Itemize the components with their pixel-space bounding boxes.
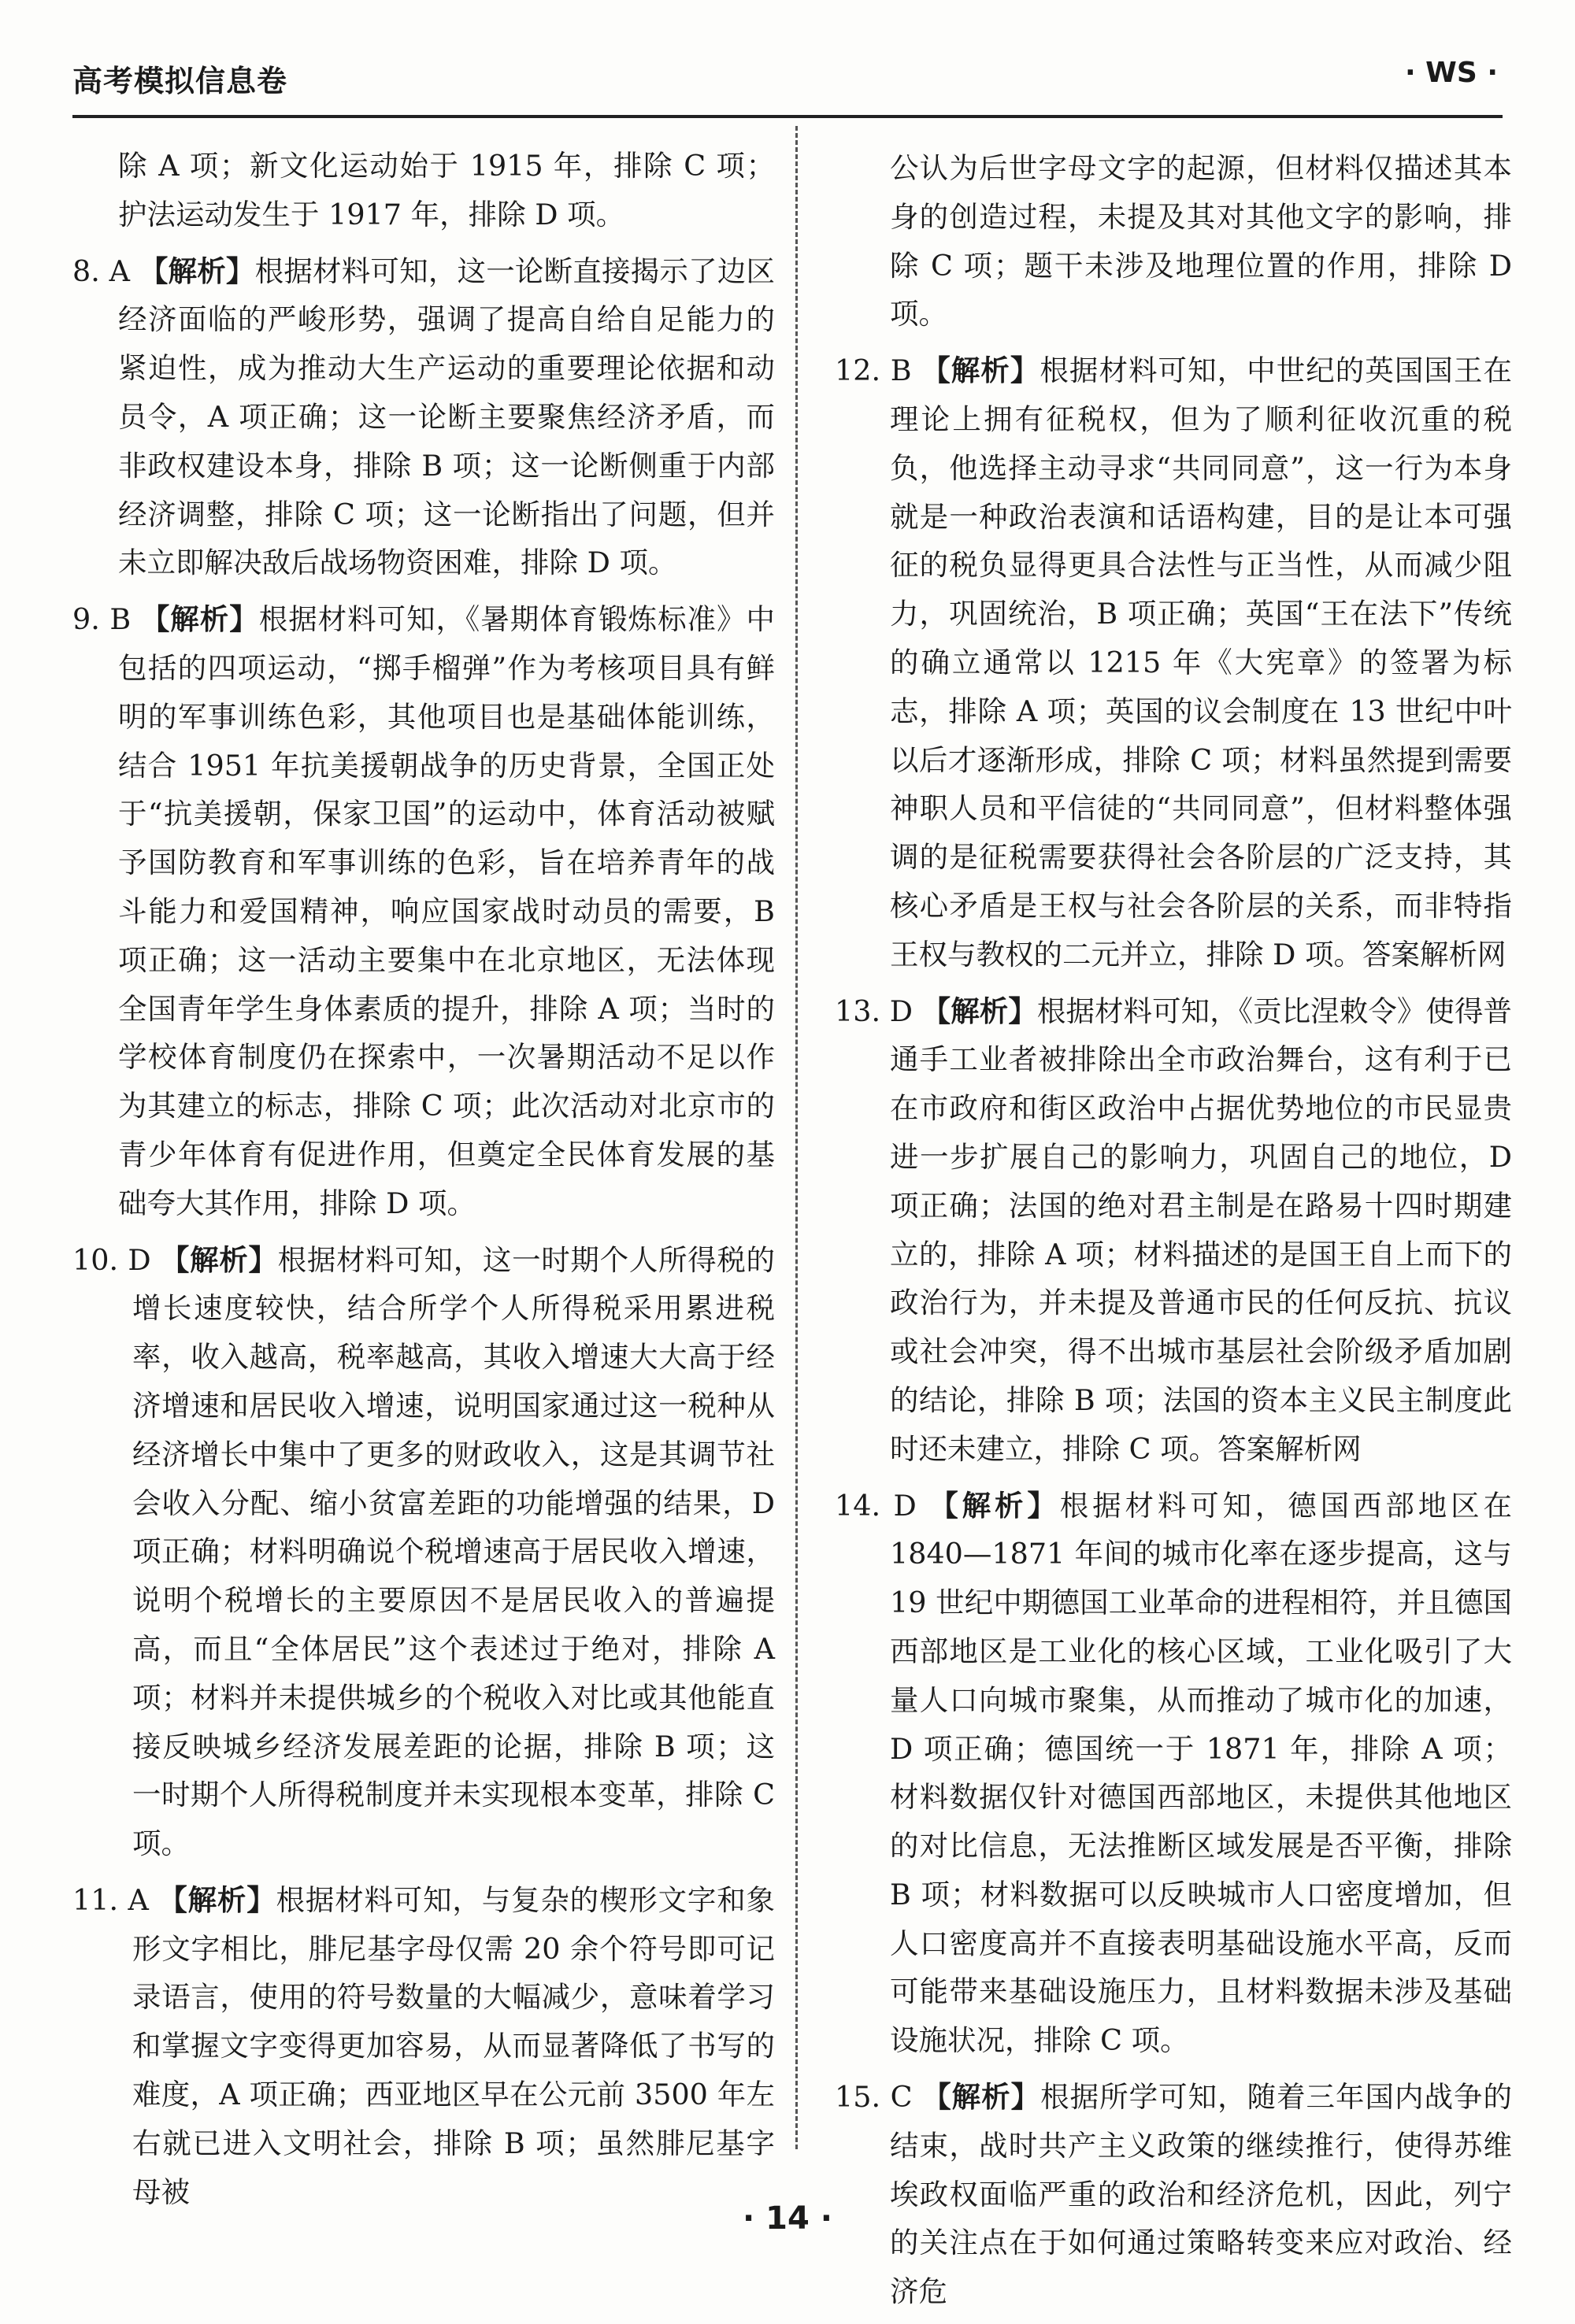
answer-item-9 (72, 595, 775, 1227)
item-text: 根据材料可知，与复杂的楔形文字和象形文字相比，腓尼基字母仅需 20 余个符号即可记录语言，使用的符号数量的大幅减少，意味着学习和掌握文字变得更加容易，从而显著降低了书写的难度，A 项正确；西亚地区早在公元前 3500 年左右就已进入文明社会，排除 B 项；虽然腓尼基字母被 (132, 1882, 776, 2209)
column-divider (795, 126, 798, 2149)
item-answer: D (889, 994, 913, 1028)
item-answer: B (890, 353, 912, 388)
analysis-tag: 【解析】 (140, 602, 259, 637)
analysis-tag: 【解析】 (160, 1242, 278, 1277)
analysis-tag: 【解析】 (921, 994, 1037, 1028)
analysis-tag: 【解析】 (921, 353, 1040, 388)
header-rule (72, 115, 1503, 118)
item-number: 8. (72, 253, 100, 288)
item-text: 根据材料可知，《贡比涅敕令》使得普通手工业者被排除出全市政治舞台，这有利于已在市政府和街区政治中占据优势地位的市民显贵进一步扩展自己的影响力，巩固自己的地位，D 项正确；法国的绝对君主制是在路易十四时期建立的，排除 A 项；材料描述的是国王自上而下的政治行为，并未提及普通市民的任何反抗、抗议或社会冲突，得不出城市基层社会阶级矛盾加剧的结论，排除 B 项；法国的资本主义民主制度此时还未建立，排除 C 项。答案解析网 (890, 994, 1513, 1466)
item-answer: D (128, 1242, 151, 1277)
left-column (72, 142, 775, 2224)
item-number: 15. (835, 2080, 881, 2115)
answer-item-14 (835, 1482, 1512, 2066)
analysis-tag: 【解析】 (139, 253, 255, 288)
page-number: · 14 · (743, 2200, 832, 2237)
item-text: 根据材料可知，这一时期个人所得税的增长速度较快，结合所学个人所得税采用累进税率，收入越高，税率越高，其收入增速大大高于经济增速和居民收入增速，说明国家通过这一税种从经济增长中集中了更多的财政收入，这是其调节社会收入分配、缩小贫富差距的功能增强的结果，D 项正确；材料明确说个税增速高于居民收入增速，说明个税增长的主要原因不是居民收入的普遍提高，而且“全体居民”这个表述过于绝对，排除 A 项；材料并未提供城乡的个税收入对比或其他能直接反映城乡经济发展差距的论据，排除 B 项；这一时期个人所得税制度并未实现根本变革，排除 C 项。 (132, 1242, 776, 1861)
item-answer: D (893, 1488, 917, 1523)
continued-paragraph: 除 A 项；新文化运动始于 1915 年，排除 C 项；护法运动发生于 1917 年，排除 D 项。 (118, 149, 775, 231)
item-number: 9. (72, 602, 100, 637)
answer-item-12 (835, 346, 1512, 979)
analysis-tag: 【解析】 (929, 1488, 1060, 1523)
header-title: 高考模拟信息卷 (72, 64, 288, 98)
answer-item-15 (835, 2073, 1512, 2316)
item-answer: C (890, 2080, 913, 2115)
answer-item-13 (835, 987, 1512, 1474)
answer-item-10 (72, 1236, 775, 1868)
item-number: 10. (72, 1242, 119, 1277)
item-text: 根据所学可知，随着三年国内战争的结束，战时共产主义政策的继续推行，使得苏维埃政权面临严重的政治和经济危机，因此，列宁的关注点在于如何通过策略转变来应对政治、经济危 (890, 2080, 1512, 2309)
analysis-tag: 【解析】 (158, 1882, 276, 1917)
header-code: · WS · (1404, 57, 1498, 89)
item-number: 11. (72, 1882, 119, 1917)
item-number: 14. (835, 1488, 881, 1523)
item-answer: A (109, 253, 130, 288)
continued-paragraph: 公认为后世字母文字的起源，但材料仅描述其本身的创造过程，未提及其对其他文字的影响，排除 C 项；题干未涉及地理位置的作用，排除 D 项。 (890, 151, 1512, 331)
item-text: 根据材料可知，《暑期体育锻炼标准》中包括的四项运动，“掷手榴弹”作为考核项目具有鲜明的军事训练色彩，其他项目也是基础体能训练，结合 1951 年抗美援朝战争的历史背景，全国正处于“抗美援朝，保家卫国”的运动中，体育活动被赋予国防教育和军事训练的色彩，旨在培养青年的战斗能力和爱国精神，响应国家战时动员的需要，B 项正确；这一活动主要集中在北京地区，无法体现全国青年学生身体素质的提升，排除 A 项；当时的学校体育制度仍在探索中，一次暑期活动不足以作为其建立的标志，排除 C 项；此次活动对北京市的青少年体育有促进作用，但奠定全民体育发展的基础夸大其作用，排除 D 项。 (118, 602, 776, 1220)
item-text: 根据材料可知，中世纪的英国国王在理论上拥有征税权，但为了顺利征收沉重的税负，他选择主动寻求“共同同意”，这一行为本身就是一种政治表演和话语构建，目的是让本可强征的税负显得更具合法性与正当性，从而减少阻力，巩固统治，B 项正确；英国“王在法下”传统的确立通常以 1215 年《大宪章》的签署为标志，排除 A 项；英国的议会制度在 13 世纪中叶以后才逐渐形成，排除 C 项；材料虽然提到需要神职人员和平信徒的“共同同意”，但材料整体强调的是征税需要获得社会各阶层的广泛支持，其核心矛盾是王权与社会各阶层的关系，而非特指王权与教权的二元并立，排除 D 项。答案解析网 (890, 353, 1513, 971)
answer-item-11 (72, 1876, 775, 2217)
answer-item-8 (72, 247, 775, 588)
item-answer: A (128, 1882, 149, 1917)
item-text: 根据材料可知，这一论断直接揭示了边区经济面临的严峻形势，强调了提高自给自足能力的紧迫性，成为推动大生产运动的重要理论依据和动员令，A 项正确；这一论断主要聚焦经济矛盾，而非政权建设本身，排除 B 项；这一论断侧重于内部经济调整，排除 C 项；这一论断指出了问题，但并未立即解决敌后战场物资困难，排除 D 项。 (118, 253, 776, 580)
item-answer: B (109, 602, 132, 637)
item-text: 根据材料可知，德国西部地区在 1840—1871 年间的城市化率在逐步提高，这与 19 世纪中期德国工业革命的进程相符，并且德国西部地区是工业化的核心区域，工业化吸引了大量人口向城市聚集，从而推动了城市化的加速，D 项正确；德国统一于 1871 年，排除 A 项；材料数据仅针对德国西部地区，未提供其他地区的对比信息，无法推断区域发展是否平衡，排除 B 项；材料数据可以反映城市人口密度增加，但人口密度高并不直接表明基础设施水平高，反而可能带来基础设施压力，且材料数据未涉及基础设施状况，排除 C 项。 (890, 1488, 1512, 2058)
analysis-tag: 【解析】 (922, 2080, 1041, 2115)
right-column (835, 144, 1512, 2324)
item-number: 12. (835, 353, 881, 388)
item-number: 13. (835, 994, 881, 1028)
